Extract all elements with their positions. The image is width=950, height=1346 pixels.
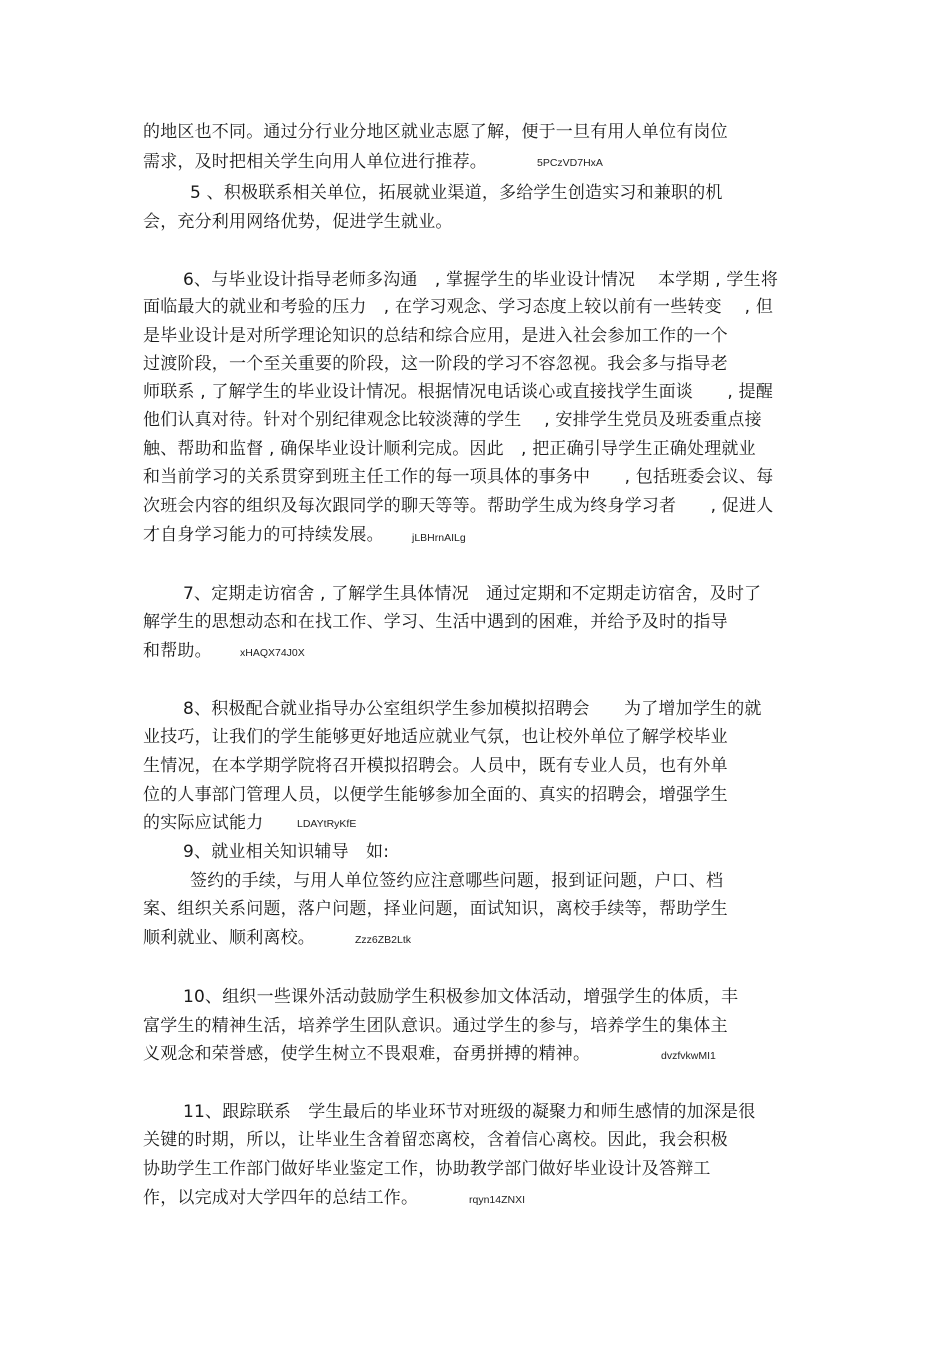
text-line: 次班会内容的组织及每次跟同学的聊天等等。帮助学生成为终身学习者 , 促进人 [143, 496, 774, 516]
text-line: 9、就业相关知识辅导 如: [183, 842, 390, 862]
watermark-code: Zzz6ZB2Ltk [355, 934, 412, 946]
text-line: 的实际应试能力 [143, 813, 264, 833]
text-line: 的地区也不同。通过分行业分地区就业志愿了解，便于一旦有用人单位有岗位 [143, 122, 728, 142]
text-line: 作，以完成对大学四年的总结工作。 [143, 1188, 419, 1208]
text-line: 5 、积极联系相关单位，拓展就业渠道，多给学生创造实习和兼职的机 [190, 183, 723, 203]
text-line: 位的人事部门管理人员，以便学生能够参加全面的、真实的招聘会，增强学生 [143, 785, 728, 805]
text-line: 和帮助。 [143, 641, 212, 661]
text-line: 签约的手续，与用人单位签约应注意哪些问题，报到证问题，户口、档 [190, 871, 724, 891]
text-line: 解学生的思想动态和在找工作、学习、生活中遇到的困难，并给予及时的指导 [143, 612, 728, 632]
text-line: 师联系 , 了解学生的毕业设计情况。根据情况电话谈心或直接找学生面谈 , 提醒 [143, 382, 774, 402]
text-line: 义观念和荣誉感，使学生树立不畏艰难，奋勇拼搏的精神。 [143, 1044, 591, 1064]
text-line: 富学生的精神生活，培养学生团队意识。通过学生的参与，培养学生的集体主 [143, 1016, 728, 1036]
text-line: 6、与毕业设计指导老师多沟通 , 掌握学生的毕业设计情况 本学期 , 学生将 [183, 270, 779, 290]
text-line: 他们认真对待。针对个别纪律观念比较淡薄的学生 , 安排学生党员及班委重点接 [143, 410, 762, 430]
text-line: 7、定期走访宿舍 , 了解学生具体情况 通过定期和不定期走访宿舍，及时了 [183, 584, 762, 604]
text-line: 触、帮助和监督 , 确保毕业设计顺利完成。因此 , 把正确引导学生正确处理就业 [143, 439, 756, 459]
text-line: 案、组织关系问题，落户问题，择业问题，面试知识，离校手续等，帮助学生 [143, 899, 728, 919]
text-line: 是毕业设计是对所学理论知识的总结和综合应用，是进入社会参加工作的一个 [143, 326, 728, 346]
text-line: 才自身学习能力的可持续发展。 [143, 525, 384, 545]
text-line: 顺利就业、顺利离校。 [143, 928, 315, 948]
text-line: 10、组织一些课外活动鼓励学生积极参加文体活动，增强学生的体质，丰 [183, 987, 739, 1007]
watermark-code: LDAYtRyKfE [297, 818, 357, 830]
watermark-code: 5PCzVD7HxA [537, 157, 603, 169]
text-line: 过渡阶段，一个至关重要的阶段，这一阶段的学习不容忽视。我会多与指导老 [143, 354, 728, 374]
text-line: 11、跟踪联系 学生最后的毕业环节对班级的凝聚力和师生感情的加深是很 [183, 1102, 756, 1122]
watermark-code: jLBHrnAILg [412, 532, 466, 544]
watermark-code: rqyn14ZNXI [469, 1194, 526, 1206]
text-line: 需求，及时把相关学生向用人单位进行推荐。 [143, 152, 487, 172]
watermark-code: dvzfvkwMI1 [661, 1050, 716, 1062]
watermark-code: xHAQX74J0X [240, 647, 305, 659]
text-line: 会，充分利用网络优势，促进学生就业。 [143, 212, 453, 232]
text-line: 关键的时期，所以，让毕业生含着留恋离校，含着信心离校。因此，我会积极 [143, 1130, 728, 1150]
text-line: 生情况，在本学期学院将召开模拟招聘会。人员中，既有专业人员，也有外单 [143, 756, 728, 776]
text-line: 协助学生工作部门做好毕业鉴定工作，协助教学部门做好毕业设计及答辩工 [143, 1159, 711, 1179]
text-line: 8、积极配合就业指导办公室组织学生参加模拟招聘会 为了增加学生的就 [183, 699, 762, 719]
text-line: 和当前学习的关系贯穿到班主任工作的每一项具体的事务中 , 包括班委会议、每 [143, 467, 774, 487]
text-line: 面临最大的就业和考验的压力 , 在学习观念、学习态度上较以前有一些转变 , 但 [143, 297, 774, 317]
text-line: 业技巧，让我们的学生能够更好地适应就业气氛，也让校外单位了解学校毕业 [143, 727, 728, 747]
